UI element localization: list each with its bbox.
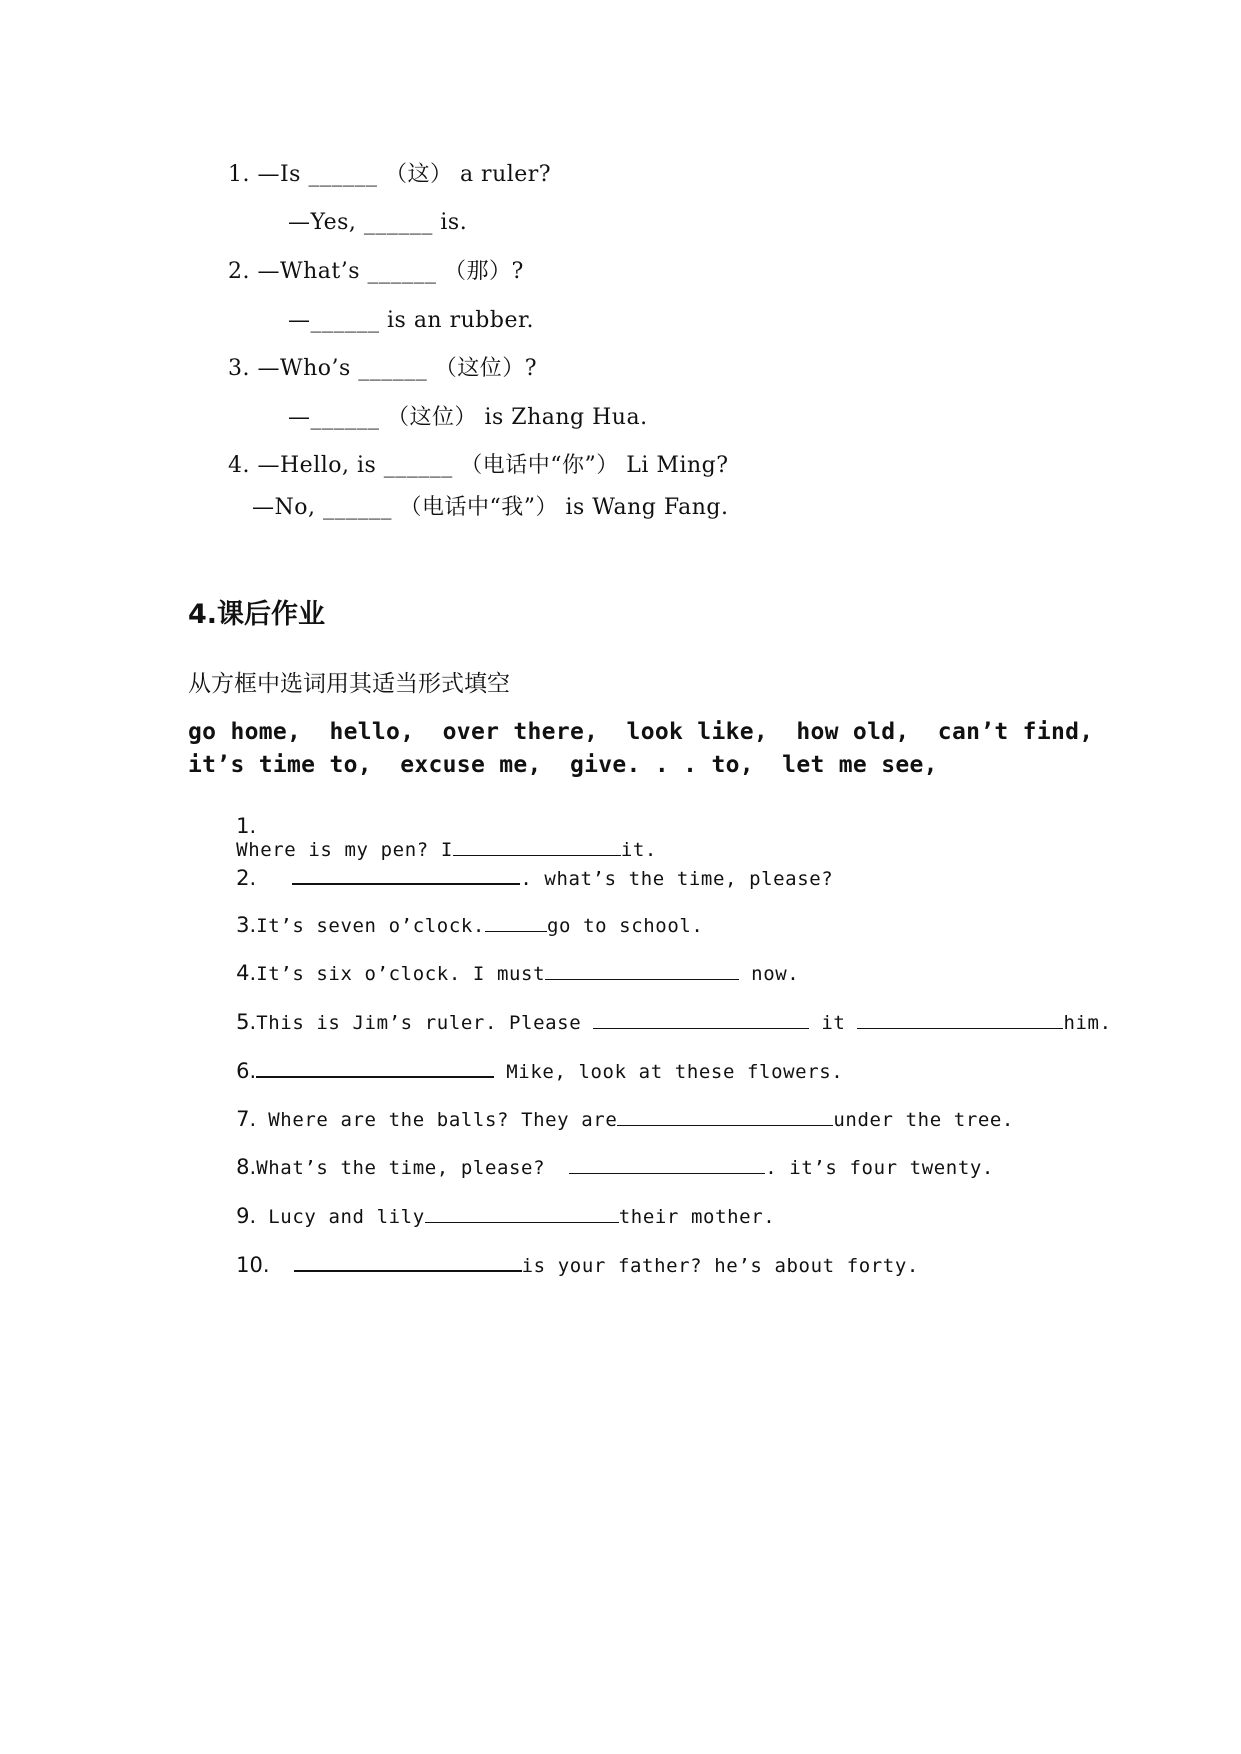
exercise-text: Mike, look at these flowers.: [494, 1061, 844, 1083]
exercise-text: It’s six o’clock. I must: [256, 963, 546, 985]
exercise-number: 6.: [236, 1059, 257, 1083]
answer-blank[interactable]: [593, 1010, 809, 1029]
exercise-number: 5.: [236, 1010, 257, 1034]
dialogue-2-question: 2. —What’s ______ （那）?: [228, 259, 524, 284]
exercise-text: . it’s four twenty.: [765, 1157, 994, 1179]
exercise-text: is your father? he’s about forty.: [521, 1255, 919, 1277]
exercise-text: it: [809, 1012, 858, 1034]
exercise-number: 2.: [236, 866, 257, 890]
exercise-number: 8.: [236, 1155, 257, 1179]
answer-blank[interactable]: [569, 1155, 765, 1174]
exercise-10: [188, 1233, 919, 1295]
answer-blank[interactable]: [294, 1252, 522, 1272]
exercise-text: under the tree.: [833, 1109, 1014, 1131]
exercise-text: it.: [620, 839, 657, 861]
exercise-text: Where is my pen? I: [236, 839, 453, 861]
section-heading: 4.课后作业: [188, 599, 326, 630]
answer-blank[interactable]: [485, 913, 547, 932]
answer-blank[interactable]: [545, 961, 739, 980]
dialogue-1-answer: —Yes, ______ is.: [288, 210, 468, 235]
answer-blank[interactable]: [857, 1010, 1063, 1029]
dialogue-3-question: 3. —Who’s ______ （这位）?: [228, 356, 538, 381]
exercise-number: 7.: [236, 1107, 257, 1131]
exercise-number: 3.: [236, 913, 257, 937]
exercise-text: This is Jim’s ruler. Please: [256, 1012, 594, 1034]
exercise-number: 10.: [236, 1253, 270, 1277]
exercise-text: What’s the time, please?: [256, 1157, 570, 1179]
exercise-text: him.: [1063, 1012, 1112, 1034]
dialogue-2-answer: —______ is an rubber.: [288, 308, 535, 333]
exercise-number: 1.: [236, 814, 257, 838]
word-bank-line-2: it’s time to, excuse me, give. . . to, let me see,: [188, 752, 938, 778]
word-bank-line-1: go home, hello, over there, look like, how old, can’t find,: [188, 719, 1094, 745]
exercise-text: Where are the balls? They are: [268, 1109, 618, 1131]
dialogue-4-question: 4. —Hello, is ______ （电话中“你”） Li Ming?: [228, 453, 729, 478]
exercise-text: now.: [739, 963, 800, 985]
exercise-text: go to school.: [546, 915, 704, 937]
exercise-text: their mother.: [618, 1206, 776, 1228]
answer-blank[interactable]: [617, 1107, 833, 1126]
dialogue-3-answer: —______ （这位） is Zhang Hua.: [288, 405, 648, 430]
exercise-text: It’s seven o’clock.: [256, 915, 485, 937]
exercise-text: . what’s the time, please?: [520, 868, 834, 890]
exercise-number: 9.: [236, 1204, 257, 1228]
exercise-text: Lucy and lily: [268, 1206, 425, 1228]
dialogue-1-question: 1. —Is ______ （这） a ruler?: [228, 162, 552, 187]
exercise-number: 4.: [236, 961, 257, 985]
answer-blank[interactable]: [425, 1204, 619, 1223]
instruction-text: 从方框中选词用其适当形式填空: [188, 671, 510, 697]
answer-blank[interactable]: [292, 865, 520, 885]
answer-blank[interactable]: [256, 1058, 494, 1078]
dialogue-4-answer: —No, ______ （电话中“我”） is Wang Fang.: [252, 495, 729, 520]
